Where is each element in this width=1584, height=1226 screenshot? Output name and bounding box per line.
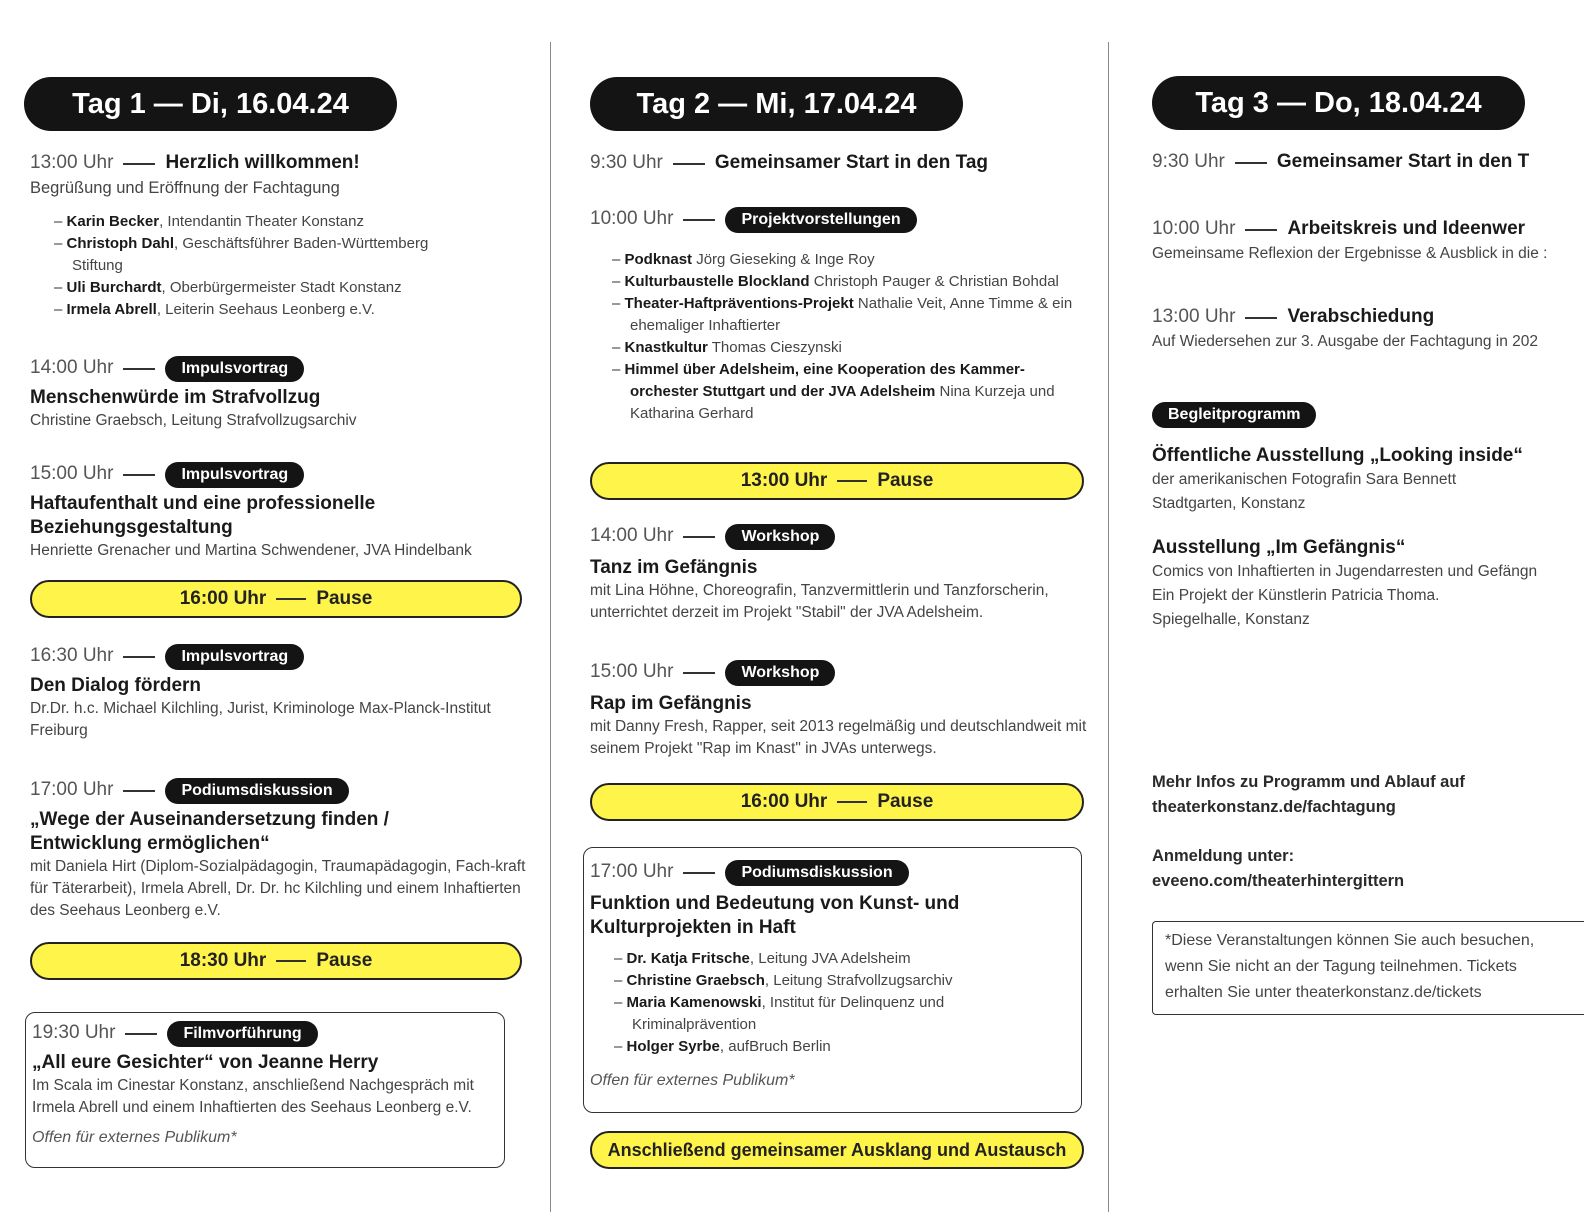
project-item: – Himmel über Adelsheim, eine Kooperation des Kammer-orchester Stuttgart und der JVA Adelsheim Nina Kurzeja und Katharina Gerhard [612,359,1077,425]
pause-bar-1300 [590,462,1084,500]
time-label: 14:00 Uhr [30,357,114,379]
category-badge: Begleitprogramm [1152,402,1316,428]
project-item: – Knastkultur Thomas Cieszynski [612,337,1077,359]
category-badge: Impulsvortrag [165,462,304,488]
info-block [1152,770,1572,894]
event-title: Tanz im Gefängnis [590,557,758,578]
speaker-item: – Christine Graebsch, Leitung Strafvollzugsarchiv [614,970,1034,992]
event-subtitle: Christine Graebsch, Leitung Strafvollzugsarchiv [30,412,357,429]
project-item: – Kulturbaustelle Blockland Christoph Pauger & Christian Bohdal [612,271,1077,293]
project-item: – Podknast Jörg Gieseking & Inge Roy [612,249,1077,271]
project-list [612,249,1077,425]
day1-event-1500 [30,462,520,562]
day3-event-1000 [1152,218,1584,265]
event-subtitle: Begrüßung und Eröffnung der Fachtagung [30,179,340,197]
exhibition-1 [1152,444,1584,516]
dash [837,801,867,803]
day2-panel-box [583,847,1082,1113]
time-label: 13:00 Uhr [1152,306,1236,327]
day1-column [0,0,545,1226]
note-line: *Diese Veranstaltungen können Sie auch besuchen, [1165,932,1535,949]
time-label: 9:30 Uhr [590,152,663,173]
speaker-list [614,948,1034,1058]
time-label: 17:00 Uhr [30,779,114,801]
event-title: Verabschiedung [1287,306,1435,327]
pause-label: Pause [316,950,373,971]
pause-bar-1830 [30,942,522,980]
project-item: – Theater-Haftpräventions-Projekt Nathalie Veit, Anne Timme & ein ehemaliger Inhaftierter [612,293,1077,337]
speaker-item: – Holger Syrbe, aufBruch Berlin [614,1036,1034,1058]
registration-link[interactable]: eveeno.com/theaterhintergittern [1152,872,1405,890]
day1-event-1630 [30,644,530,742]
pause-label: Pause [877,470,934,491]
day2-column [560,0,1100,1226]
info-line: Mehr Infos zu Programm und Ablauf auf [1152,773,1465,791]
event-title: Ausstellung „Im Gefängnis“ [1152,537,1406,558]
time-label: 19:30 Uhr [32,1022,116,1044]
event-title: Menschenwürde im Strafvollzug [30,387,321,408]
time-label: 13:00 Uhr [30,152,114,173]
category-badge: Workshop [725,660,835,686]
pause-bar-1600 [590,783,1084,821]
speaker-item: – Maria Kamenowski, Institut für Delinquenz und Kriminalprävention [614,992,1034,1036]
pause-time: 18:30 Uhr [179,950,267,971]
pause-bar-1600 [30,580,522,618]
day1-film-box [25,1012,505,1168]
dash [683,536,715,538]
dash [683,672,715,674]
event-subtitle: Henriette Grenacher und Martina Schwendener, JVA Hindelbank [30,542,472,559]
pause-label: Pause [316,588,373,609]
event-title: Haftaufenthalt und eine professionelle Beziehungsgestaltung [30,493,376,538]
dash [123,368,155,370]
event-title: „All eure Gesichter“ von Jeanne Herry [32,1052,379,1073]
day3-event-1300 [1152,306,1584,353]
event-subtitle: Dr.Dr. h.c. Michael Kilchling, Jurist, Kriminologe Max-Planck-Institut Freiburg [30,700,491,739]
category-badge: Projektvorstellungen [725,207,916,233]
pause-time: 16:00 Uhr [179,588,267,609]
time-label: 14:00 Uhr [590,525,674,547]
event-title: Gemeinsamer Start in den T [1276,151,1530,172]
note-line: wenn Sie nicht an der Tagung teilnehmen. Tickets [1165,958,1517,975]
time-label: 10:00 Uhr [1152,218,1236,239]
event-title: Den Dialog fördern [30,675,202,696]
dash [683,219,715,221]
pause-time: 16:00 Uhr [740,791,828,812]
speaker-item: – Karin Becker, Intendantin Theater Konstanz [54,211,474,233]
event-title: Herzlich willkommen! [165,152,360,173]
category-badge: Podiumsdiskussion [165,778,348,804]
day2-event-1500 [590,660,1090,760]
event-title: Gemeinsamer Start in den Tag [714,152,988,173]
day2-header: Tag 2 — Mi, 17.04.24 [590,77,963,131]
day2-event-1000 [590,207,1090,425]
event-subtitle: Ein Projekt der Künstlerin Patricia Thoma. [1152,587,1440,604]
dash [1235,162,1267,164]
event-subtitle: mit Daniela Hirt (Diplom-Sozialpädagogin, Traumapädagogin, Fach-kraft für Täterarbeit), Irmela Abrell, Dr. Dr. hc Kilchling und einem Inhaftierten des Seehaus Leonberg e.V. [30,858,526,919]
day2-event-1400 [590,524,1090,624]
category-badge: Podiumsdiskussion [725,860,908,886]
event-subtitle: Auf Wiedersehen zur 3. Ausgabe der Fachtagung in 202 [1152,333,1539,350]
dash [123,474,155,476]
day1-welcome [30,152,535,321]
day2-event-0930 [590,152,1090,177]
event-subtitle: Im Scala im Cinestar Konstanz, anschließend Nachgespräch mit Irmela Abrell und einem Inhaftierten des Seehaus Leonberg e.V. [32,1077,474,1116]
note-line: erhalten Sie unter theaterkonstanz.de/tickets [1165,984,1482,1001]
speaker-item: – Irmela Abrell, Leiterin Seehaus Leonberg e.V. [54,299,474,321]
event-subtitle: mit Lina Höhne, Choreografin, Tanzvermittlerin und Tanzforscherin, unterrichtet derzeit im Projekt "Stabil" der JVA Adelsheim. [590,582,1049,621]
dash [123,790,155,792]
closing-bar: Anschließend gemeinsamer Ausklang und Austausch [590,1131,1084,1169]
dash [123,163,155,165]
time-label: 15:00 Uhr [30,463,114,485]
event-location: Stadtgarten, Konstanz [1152,495,1306,512]
time-label: 16:30 Uhr [30,645,114,667]
event-title: Funktion und Bedeutung von Kunst- und Kulturprojekten in Haft [590,893,960,938]
dash [1245,317,1277,319]
time-label: 9:30 Uhr [1152,151,1225,172]
day1-header: Tag 1 — Di, 16.04.24 [24,77,397,131]
dash [276,960,306,962]
dash [276,598,306,600]
category-badge: Impulsvortrag [165,644,304,670]
dash [673,163,705,165]
event-subtitle: Comics von Inhaftierten in Jugendarresten und Gefängn [1152,563,1538,580]
column-divider-left [550,42,551,1212]
event-location: Spiegelhalle, Konstanz [1152,611,1310,628]
event-title: Rap im Gefängnis [590,693,752,714]
day3-header: Tag 3 — Do, 18.04.24 [1152,76,1525,130]
column-divider-right [1108,42,1109,1212]
dash [125,1033,157,1035]
event-title: Öffentliche Ausstellung „Looking inside“ [1152,445,1523,466]
day3-column [1118,0,1584,1226]
dash [683,872,715,874]
event-title: Arbeitskreis und Ideenwer [1287,218,1526,239]
exhibition-2 [1152,536,1584,632]
day1-event-1700 [30,778,530,922]
info-link[interactable]: theaterkonstanz.de/fachtagung [1152,798,1396,816]
speaker-item: – Christoph Dahl, Geschäftsführer Baden-Württemberg Stiftung [54,233,474,277]
registration-label: Anmeldung unter: [1152,847,1295,865]
day3-event-0930 [1152,151,1584,176]
pause-time: 13:00 Uhr [740,470,828,491]
public-note: Offen für externes Publikum* [590,1072,795,1089]
time-label: 17:00 Uhr [590,861,674,883]
event-subtitle: Gemeinsame Reflexion der Ergebnisse & Ausblick in die : [1152,245,1548,262]
dash [837,480,867,482]
speaker-list [54,211,474,321]
time-label: 10:00 Uhr [590,208,674,230]
time-label: 15:00 Uhr [590,661,674,683]
event-title: „Wege der Auseinandersetzung finden / Entwicklung ermöglichen“ [30,809,389,854]
speaker-item: – Uli Burchardt, Oberbürgermeister Stadt Konstanz [54,277,474,299]
pause-label: Pause [877,791,934,812]
dash [1245,229,1277,231]
speaker-item: – Dr. Katja Fritsche, Leitung JVA Adelsheim [614,948,1034,970]
event-subtitle: mit Danny Fresh, Rapper, seit 2013 regelmäßig und deutschlandweit mit seinem Projekt "Rap im Knast" in JVAs unterwegs. [590,718,1087,757]
event-subtitle: der amerikanischen Fotografin Sara Bennett [1152,471,1457,488]
ticket-note-box [1152,921,1584,1015]
category-badge: Workshop [725,524,835,550]
category-badge: Impulsvortrag [165,356,304,382]
day1-event-1400 [30,356,535,432]
begleitprogramm-badge-wrap [1152,402,1316,428]
category-badge: Filmvorführung [167,1021,317,1047]
dash [123,656,155,658]
public-note: Offen für externes Publikum* [32,1129,237,1146]
